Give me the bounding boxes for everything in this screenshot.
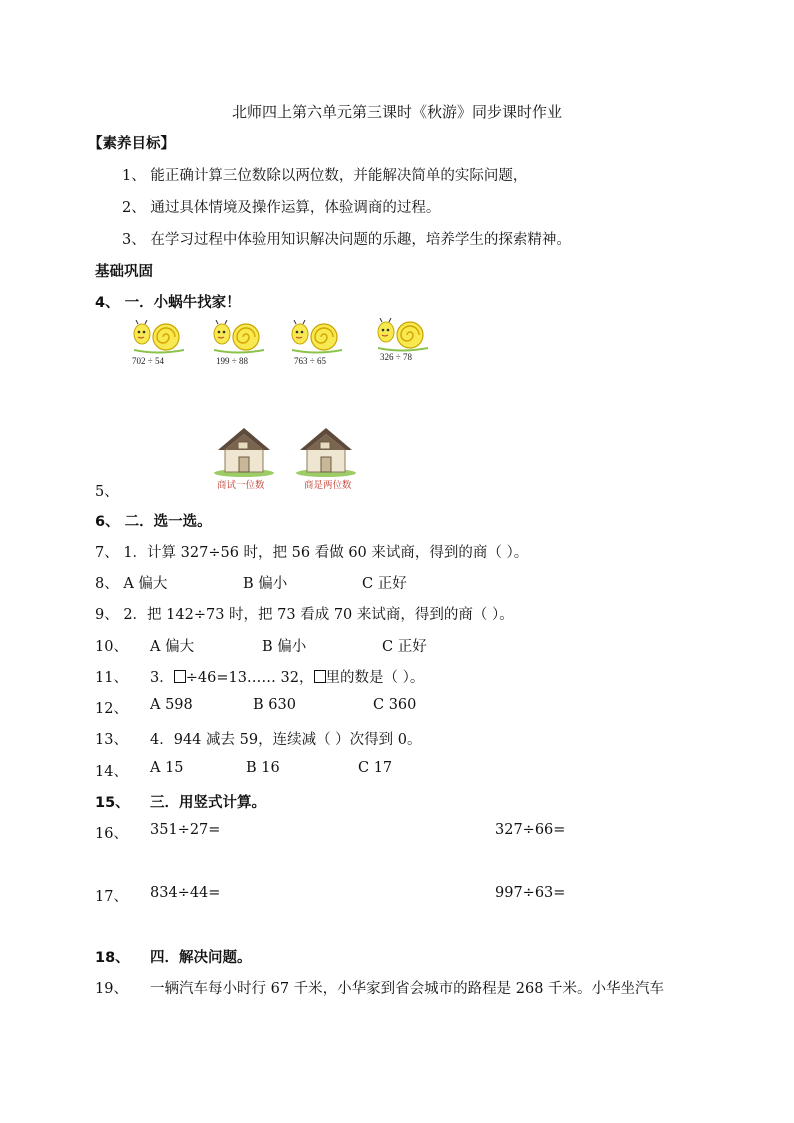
goal-1: 1、 能正确计算三位数除以两位数，并能解决简单的实际问题， [122,168,528,184]
q10-option-c[interactable]: C 正好 [382,639,427,655]
q12-option-c[interactable]: C 360 [373,697,417,713]
q10-number: 10、 [95,639,128,655]
q14-option-c[interactable]: C 17 [358,760,393,776]
q11-text-end: 里的数是（ ）。 [325,670,425,686]
snail-icon [372,318,432,354]
q11-number: 11、 [95,670,128,686]
q13-number: 13、 [95,732,128,748]
q11-text: ÷46=13…… 32， [185,670,314,686]
q11-label: 3． [150,670,174,686]
q12-option-b[interactable]: B 630 [253,697,296,713]
snail-icon [208,320,268,356]
snail-card-1[interactable] [128,320,188,370]
page-title: 北师四上第六单元第三课时《秋游》同步课时作业 [231,103,562,121]
q14-number: 14、 [95,764,128,780]
calc-expression: 327÷66= [495,822,566,838]
snail-expression: 326 ÷ 78 [380,352,412,362]
goals-heading: 【素养目标】 [88,136,175,152]
q10-option-b[interactable]: B 偏小 [262,639,307,655]
goal-2: 2、 通过具体情境及操作运算，体验调商的过程。 [122,200,441,216]
q19-number: 19、 [95,981,128,997]
q18-number: 18、 [95,950,130,966]
q12-option-a[interactable]: A 598 [150,697,193,713]
house-card-2[interactable] [294,425,358,491]
section-3-heading: 三．用竖式计算。 [150,795,266,811]
house-icon [212,425,276,477]
q8-option-c[interactable]: C 正好 [362,576,407,592]
section-4-heading: 四．解决问题。 [150,950,252,966]
q14-option-b[interactable]: B 16 [246,760,280,776]
snail-expression: 199 ÷ 88 [216,356,248,366]
snail-expression: 763 ÷ 65 [294,356,326,366]
goal-3: 3、 在学习过程中体验用知识解决问题的乐趣，培养学生的探索精神。 [122,232,571,248]
question-11 [150,666,424,687]
house-label: 商试一位数 [217,480,265,491]
snail-icon [128,320,188,356]
house-card-1[interactable] [212,425,276,491]
question-6: 6、 二．选一选。 [95,514,212,530]
blank-box[interactable] [314,670,326,683]
snail-card-3[interactable] [286,320,346,370]
basics-heading: 基础巩固 [95,264,153,280]
house-label: 商是两位数 [304,480,352,491]
q10-option-a[interactable]: A 偏大 [150,639,195,655]
q16-number: 16、 [95,826,128,842]
snail-card-2[interactable] [208,320,268,370]
blank-box[interactable] [174,670,186,683]
question-19: 一辆汽车每小时行 67 千米，小华家到省会城市的路程是 268 千米。小华坐汽车 [150,981,665,997]
q15-number: 15、 [95,795,130,811]
house-icon [294,425,358,477]
calc-expression: 351÷27= [150,822,221,838]
question-13: 4．944 减去 59，连续减（ ）次得到 0。 [150,732,422,748]
question-9: 9、 2．把 142÷73 时，把 73 看成 70 来试商，得到的商（ ）。 [95,607,514,623]
calc-expression: 834÷44= [150,885,221,901]
q8-option-a[interactable]: 8、 A 偏大 [95,576,168,592]
question-5: 5、 [95,484,119,500]
snail-expression: 702 ÷ 54 [132,356,164,366]
q14-option-a[interactable]: A 15 [150,760,184,776]
snail-card-4[interactable] [372,318,432,368]
snail-icon [286,320,346,356]
question-7: 7、 1．计算 327÷56 时，把 56 看做 60 来试商，得到的商（ ）。 [95,545,529,561]
calc-expression: 997÷63= [495,885,566,901]
question-4: 4、 一．小蜗牛找家！ [95,295,241,311]
q17-number: 17、 [95,889,128,905]
q8-option-b[interactable]: B 偏小 [243,576,288,592]
q12-number: 12、 [95,701,128,717]
